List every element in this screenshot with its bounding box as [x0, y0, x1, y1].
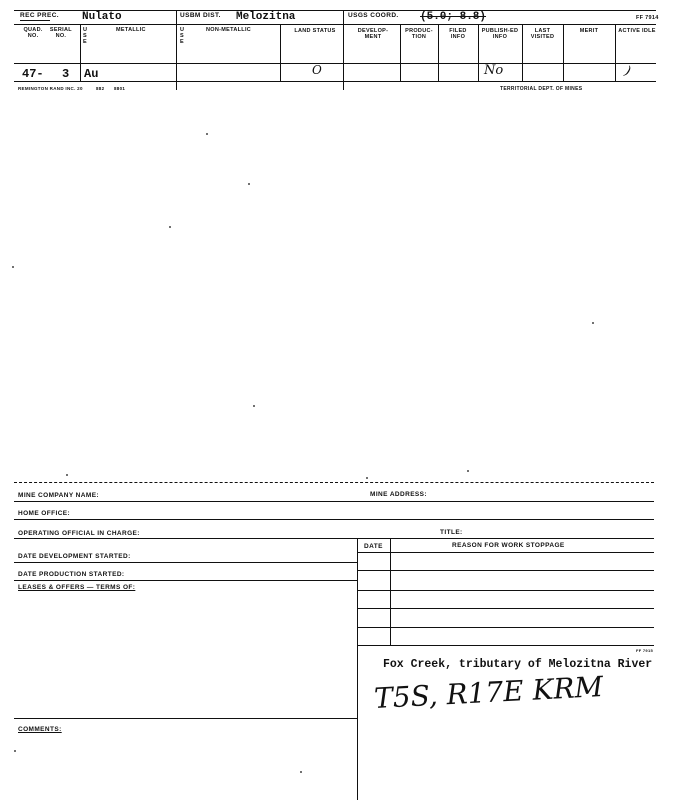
mine-address-label: MINE ADDRESS:: [370, 491, 427, 498]
row-land-status: O: [312, 63, 322, 77]
row-active-idle: ): [622, 63, 633, 80]
line-date-dev: [14, 562, 357, 563]
col-published-info: PUBLISH-ED INFO: [481, 28, 519, 40]
divider-2: [343, 10, 344, 90]
handwritten-note: T5S, R17E KRM: [373, 670, 604, 715]
middle-divider: [357, 538, 358, 800]
home-office-label: HOME OFFICE:: [18, 510, 71, 517]
speck: [66, 474, 68, 476]
usbm-dist-value: Melozitna: [236, 11, 296, 23]
col-line-4: [438, 24, 439, 81]
mine-company-label: MINE COMPANY NAME:: [18, 492, 99, 499]
col-use-metallic: USE: [83, 27, 88, 45]
header-bottom-line: [14, 24, 656, 25]
row-serial: 3: [62, 67, 70, 81]
col-quad-serial: [16, 27, 78, 39]
col-serial: SERIAL NO.: [49, 27, 72, 39]
col-quad: QUAD. NO.: [23, 27, 43, 39]
col-line-8: [615, 24, 616, 81]
rec-prec-label: REC PREC.: [20, 12, 59, 19]
line-home-office: [14, 519, 654, 520]
row-quad: 47-: [22, 67, 44, 81]
col-line-3: [400, 24, 401, 81]
line-comments-top: [14, 718, 357, 719]
speck: [467, 470, 469, 472]
line-official: [14, 538, 654, 539]
table-row-line-4: [357, 608, 654, 609]
table-row-line-2: [357, 570, 654, 571]
col-metallic: METALLIC: [116, 27, 146, 33]
row-metallic: Au: [84, 67, 99, 81]
row-published-info: No: [484, 63, 504, 78]
col-line-7: [563, 24, 564, 81]
col-production: PRODUC-TION: [405, 28, 433, 40]
footer-left-2: 882: [96, 86, 105, 91]
divider-1: [176, 10, 177, 90]
table-row-line-3: [357, 590, 654, 591]
speck: [12, 266, 14, 268]
reason-header: REASON FOR WORK STOPPAGE: [452, 542, 565, 549]
date-col-divider: [390, 538, 391, 645]
speck: [248, 183, 250, 185]
speck: [366, 477, 368, 479]
usgs-coord-value: (5.0; 8.8): [420, 11, 487, 23]
card-bottom-line: [14, 81, 656, 82]
leases-label: LEASES & OFFERS — TERMS OF:: [18, 584, 136, 591]
form-top-line: [14, 482, 654, 483]
rec-prec-value: Nulato: [82, 11, 122, 23]
col-line-6: [522, 24, 523, 81]
speck: [169, 226, 171, 228]
col-merit: MERIT: [579, 28, 599, 34]
col-header-bottom-line: [14, 63, 656, 64]
col-last-visited: LAST VISITED: [530, 28, 555, 40]
col-nonmetallic: NON-METALLIC: [206, 27, 252, 33]
footer-right: TERRITORIAL DEPT. OF MINES: [500, 86, 583, 92]
table-row-line-6: [357, 645, 654, 646]
comments-label: COMMENTS:: [18, 726, 62, 733]
usbm-dist-label: USBM DIST.: [180, 12, 221, 19]
form-number-bottom: FF 7915: [636, 648, 653, 653]
col-line-2: [280, 24, 281, 81]
operating-official-label: OPERATING OFFICIAL IN CHARGE:: [18, 530, 140, 537]
speck: [253, 405, 255, 407]
usgs-coord-label: USGS COORD.: [348, 12, 399, 19]
col-filed-info: FILED INFO: [449, 28, 467, 40]
date-dev-label: DATE DEVELOPMENT STARTED:: [18, 553, 131, 560]
speck: [206, 133, 208, 135]
speck: [300, 771, 302, 773]
table-row-line-1: [357, 552, 654, 553]
col-use-nonmetallic: USE: [180, 27, 185, 45]
rec-prec-underline: [20, 20, 50, 21]
table-row-line-5: [357, 627, 654, 628]
col-active-idle: ACTIVE IDLE: [618, 28, 656, 34]
form-number-top: FF 7914: [636, 15, 659, 21]
date-prod-label: DATE PRODUCTION STARTED:: [18, 571, 125, 578]
col-land-status: LAND STATUS: [294, 28, 336, 34]
col-line-5: [478, 24, 479, 81]
speck: [14, 750, 16, 752]
date-header: DATE: [364, 543, 383, 550]
footer-left: REMINGTON RAND INC. 20: [18, 86, 83, 91]
line-company: [14, 501, 654, 502]
speck: [592, 322, 594, 324]
title-label: TITLE:: [440, 529, 463, 536]
col-line-1: [80, 24, 81, 81]
footer-left-3: 8801: [114, 86, 126, 91]
typed-location: Fox Creek, tributary of Melozitna River: [383, 658, 653, 671]
col-development: DEVELOP-MENT: [357, 28, 389, 40]
line-date-prod: [14, 580, 357, 581]
